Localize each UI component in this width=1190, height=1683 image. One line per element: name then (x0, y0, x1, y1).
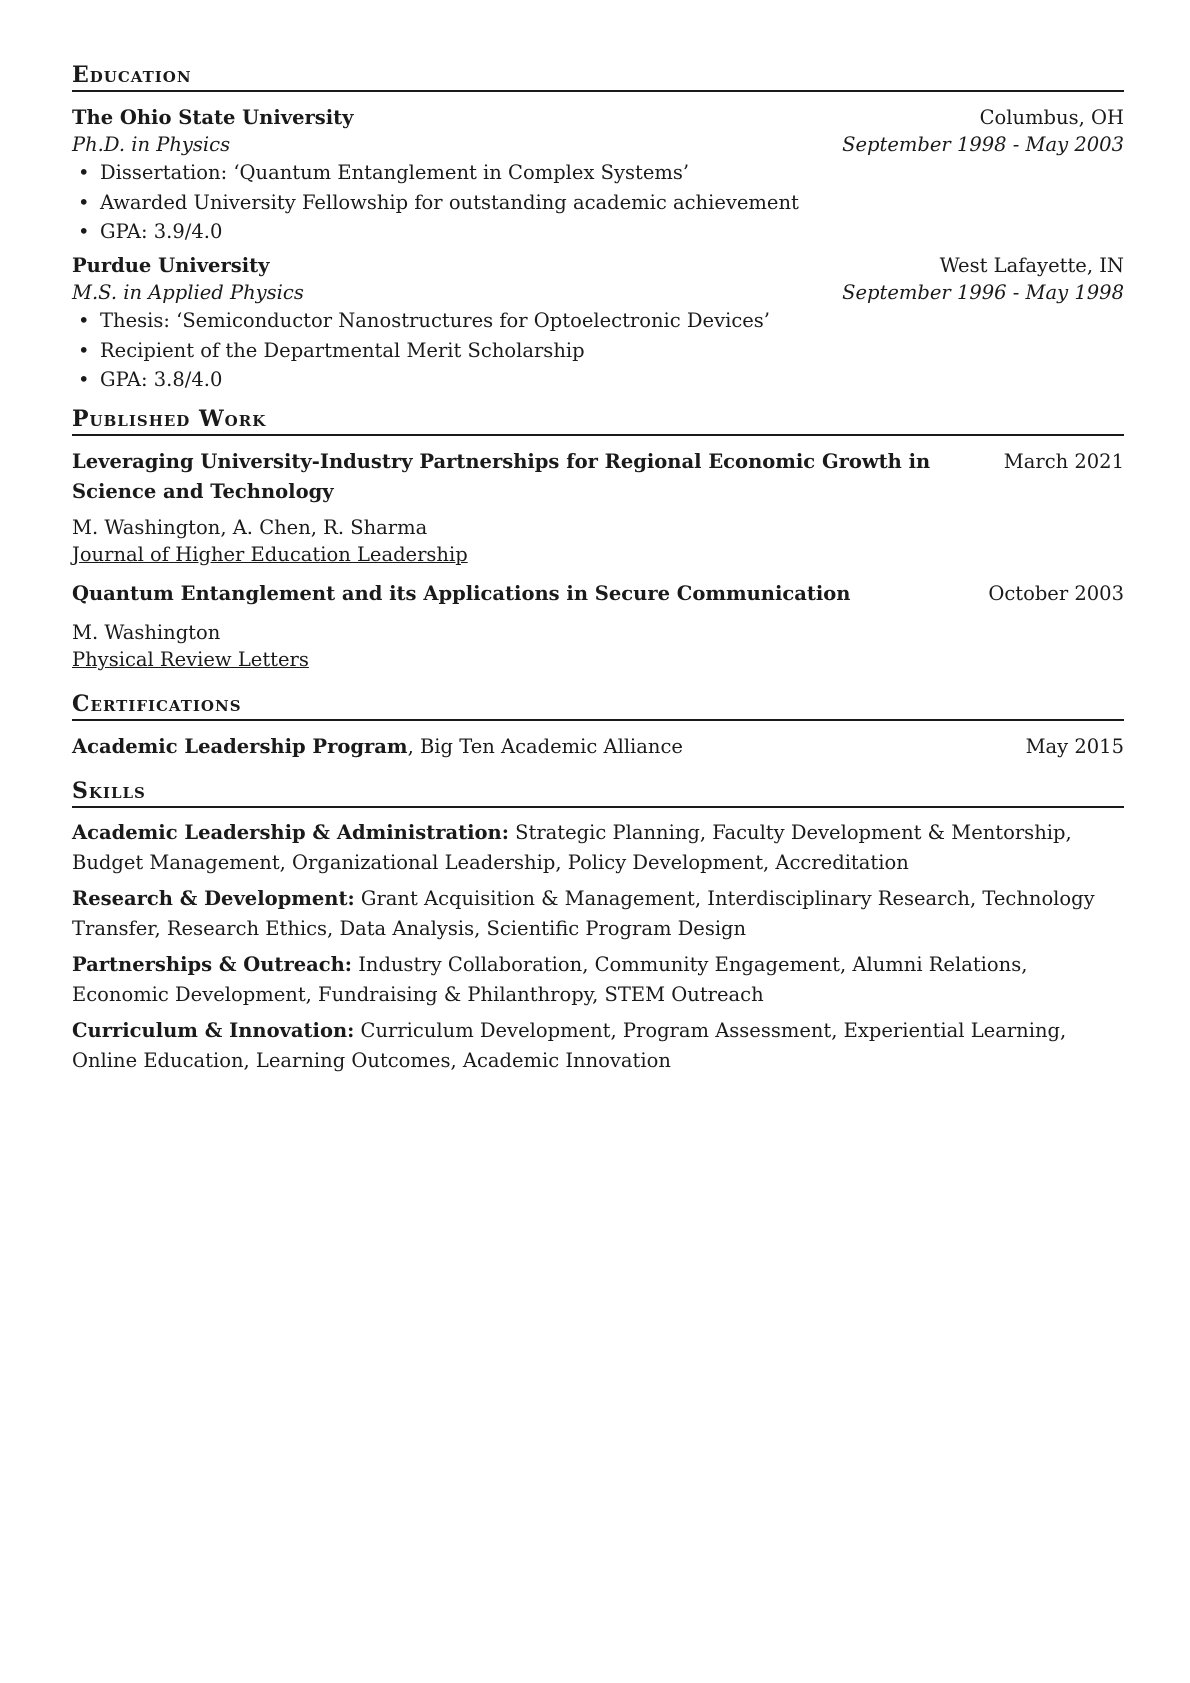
bullet-item: • Awarded University Fellowship for outstanding academic achievement (72, 188, 1124, 218)
education-entry-2-header (72, 252, 1124, 279)
published-work-heading: Published Work (72, 406, 1124, 436)
certification-date: May 2015 (1025, 735, 1124, 758)
degree-dates: September 1998 - May 2003 (842, 133, 1124, 156)
education-entry-2-degree-row (72, 279, 1124, 306)
education-entry-1-degree-row (72, 131, 1124, 158)
skill-group-text: Strategic Planning, Faculty Development & Mentorship, Budget Management, Organizational Leadership, Policy Development, Accreditation (72, 821, 1072, 874)
skill-group (72, 950, 1124, 1009)
skill-group-text: Curriculum Development, Program Assessment, Experiential Learning, Online Education, Learning Outcomes, Academic Innovation (72, 1019, 1067, 1072)
publication-venue-row (72, 646, 1124, 673)
publication-title: Quantum Entanglement and its Applications in Secure Communication (72, 582, 851, 605)
skill-group (72, 818, 1124, 877)
bullet-item: • Recipient of the Departmental Merit Scholarship (72, 336, 1124, 366)
certifications-heading: Certifications (72, 691, 1124, 721)
skills-heading: Skills (72, 778, 1124, 808)
certification-name: Academic Leadership Program (72, 735, 408, 758)
school-name: Purdue University (72, 254, 270, 277)
publication-authors: M. Washington, A. Chen, R. Sharma (72, 516, 428, 539)
education-entry-1-header (72, 104, 1124, 131)
education-entry-2-bullets (72, 306, 1124, 395)
publication-date: October 2003 (988, 582, 1124, 605)
degree: Ph.D. in Physics (72, 133, 231, 156)
publication-title: Leveraging University-Industry Partnerships for Regional Economic Growth in Science and Technology (72, 450, 931, 503)
bullet-item: • Thesis: ‘Semiconductor Nanostructures for Optoelectronic Devices’ (72, 306, 1124, 336)
skill-group-label: Partnerships & Outreach: (72, 953, 353, 976)
publication-authors: M. Washington (72, 621, 221, 644)
school-name: The Ohio State University (72, 106, 354, 129)
publication-venue-link[interactable]: Journal of Higher Education Leadership (72, 543, 468, 566)
skill-group (72, 1016, 1124, 1075)
bullet-item: • Dissertation: ‘Quantum Entanglement in Complex Systems’ (72, 158, 1124, 188)
skill-group-text: Grant Acquisition & Management, Interdisciplinary Research, Technology Transfer, Research Ethics, Data Analysis, Scientific Program Design (72, 887, 1095, 940)
publication-venue-row (72, 541, 1124, 568)
education-entry-1-bullets (72, 158, 1124, 247)
degree-dates: September 1996 - May 1998 (842, 281, 1124, 304)
skill-group-label: Research & Development: (72, 887, 355, 910)
school-location: West Lafayette, IN (939, 254, 1124, 277)
skill-group (72, 884, 1124, 943)
publication-venue-link[interactable]: Physical Review Letters (72, 648, 309, 671)
bullet-item: • GPA: 3.9/4.0 (72, 217, 1124, 247)
certification-row (72, 733, 1124, 760)
degree: M.S. in Applied Physics (72, 281, 304, 304)
bullet-item: • GPA: 3.8/4.0 (72, 365, 1124, 395)
skill-group-label: Academic Leadership & Administration: (72, 821, 509, 844)
certification-issuer: , Big Ten Academic Alliance (407, 735, 683, 758)
skill-group-text: Industry Collaboration, Community Engagement, Alumni Relations, Economic Development, Fundraising & Philanthropy, STEM Outreach (72, 953, 1028, 1006)
skill-group-label: Curriculum & Innovation: (72, 1019, 355, 1042)
publication-date: March 2021 (1003, 450, 1124, 473)
education-heading: Education (72, 62, 1124, 92)
school-location: Columbus, OH (979, 106, 1124, 129)
